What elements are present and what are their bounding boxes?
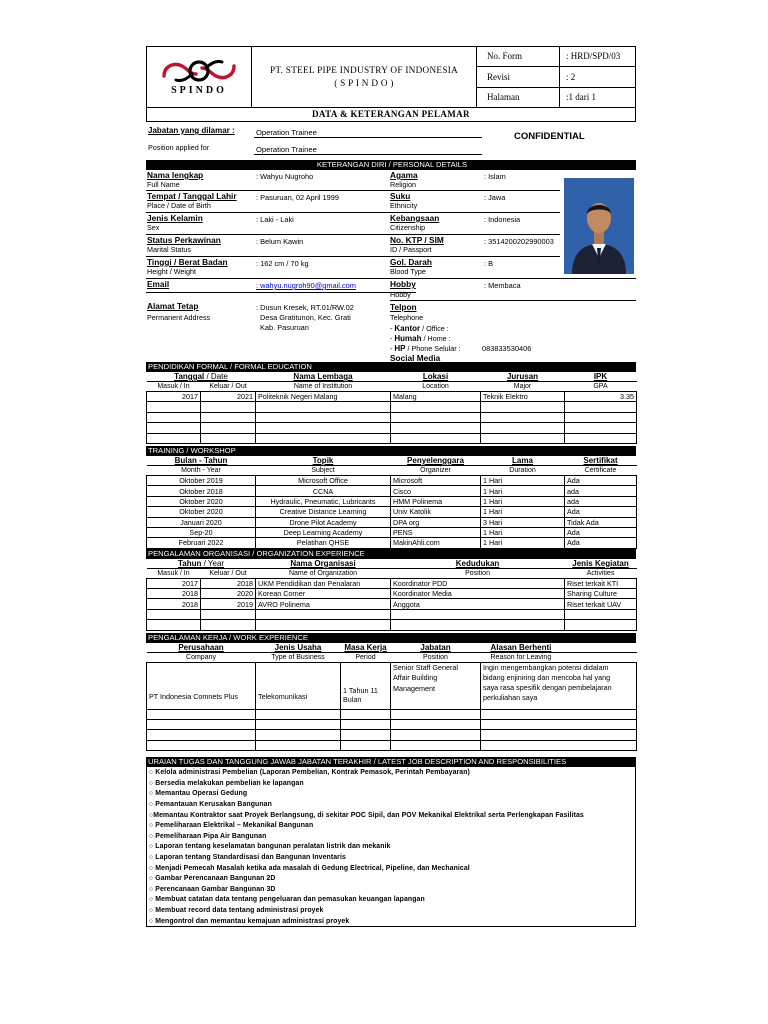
social-media-label: Social Media	[390, 353, 441, 363]
sub-gpa: GPA	[593, 383, 608, 390]
mobile-value: 083833530406	[482, 344, 532, 353]
table-row	[147, 486, 637, 496]
cell: ada	[565, 496, 637, 506]
list-item: ○ Membuat catatan data tentang pengeluaran dan pemasukan keuangan lapangan	[149, 896, 425, 904]
address-line-2: Desa Gratitunon, Kec. Grati	[260, 313, 351, 322]
blood-value: : B	[484, 259, 494, 268]
cell: 2017	[147, 392, 201, 402]
cell: Februari 2022	[147, 538, 256, 548]
field-label: Gol. Darah	[390, 257, 432, 267]
form-meta	[477, 47, 635, 107]
cell: Creative Distance Learning	[256, 507, 391, 517]
list-item: ○ Pemeliharaan Pipa Air Bangunan	[149, 832, 267, 840]
sub-position: Position	[465, 569, 490, 577]
meta-row	[477, 47, 635, 67]
company-line-2: ( S P I N D O )	[334, 78, 394, 88]
header-date: Tanggal / Date	[147, 372, 256, 382]
field-label: Telpon	[390, 302, 417, 312]
cell: PT Indonesia Comnets Plus	[147, 662, 256, 709]
table-row	[147, 412, 637, 422]
field-label: Status Perkawinan	[147, 235, 221, 245]
position-sublabel: Position applied for	[148, 143, 210, 152]
field-sublabel: Hobby	[390, 290, 411, 299]
application-form	[146, 46, 636, 927]
cell: Politeknik Negeri Malang	[256, 392, 391, 402]
list-item: ○ Bersedia melakukan pembelian ke lapangan	[149, 779, 304, 787]
field-sublabel: Permanent Address	[147, 313, 211, 322]
cell: Ada	[565, 507, 637, 517]
company-logo	[147, 47, 252, 107]
meta-value: :1 dari 1	[566, 91, 596, 102]
header-activities: Jenis Kegiatan	[565, 559, 637, 569]
ethnicity-value: : Jawa	[484, 193, 506, 202]
list-item: ○Memantau Kontraktor saat Proyek Berlangsung, di sekitar POC Sipil, dan POV Mekanikal Elektrikal serta Perlengkapan Fasilitas	[149, 811, 584, 819]
citizenship-value: : Indonesia	[484, 215, 521, 224]
list-item: ○ Pemeliharaan Elektrikal – Mekanikal Bangunan	[149, 822, 314, 830]
education-table	[146, 372, 637, 444]
sub-major: Major	[513, 383, 532, 390]
cell: 2018	[147, 589, 201, 599]
header-organization: Nama Organisasi	[256, 559, 391, 569]
field-sublabel: Citizenship	[390, 223, 426, 232]
marital-value: : Belum Kawin	[256, 237, 304, 246]
cell: 2018	[147, 599, 201, 609]
organization-bar: PENGALAMAN ORGANISASI / ORGANIZATION EXPERIENCE	[146, 549, 636, 559]
sub-activities: Activities	[586, 569, 615, 577]
list-item: ○ Kelola administrasi Pembelian (Laporan Pembelian, Kontrak Pemasok, Perintah Pembayaran)	[149, 769, 470, 777]
education-bar: PENDIDIKAN FORMAL / FORMAL EDUCATION	[146, 362, 636, 372]
meta-value: : 2	[566, 71, 576, 82]
cell: Oktober 2018	[147, 486, 256, 496]
divider	[146, 292, 416, 293]
cell: 2019	[201, 599, 256, 609]
field-label: Nama lengkap	[147, 170, 204, 180]
cell: 2021	[201, 392, 256, 402]
header-business: Jenis Usaha	[256, 643, 341, 653]
cell: HMM Polinema	[391, 496, 481, 506]
meta-key: Revisi	[477, 67, 560, 86]
meta-key: Halaman	[477, 88, 560, 107]
list-item: ○ Memantau Operasi Gedung	[149, 790, 248, 798]
field-label: Jenis Kelamin	[147, 213, 203, 223]
personal-details	[146, 170, 636, 362]
cell: Tidak Ada	[565, 517, 637, 527]
header-in: Masuk / In	[157, 383, 190, 390]
personal-details-bar: KETERANGAN DIRI / PERSONAL DETAILS	[146, 160, 636, 170]
cell: Telekomunikasi	[256, 662, 341, 709]
applicant-photo	[564, 178, 634, 274]
sub-institution: Name of Institution	[293, 383, 353, 390]
cell: Microsoft Office	[256, 475, 391, 485]
cell: Januari 2020	[147, 517, 256, 527]
sub-organizer: Organizer	[420, 466, 451, 474]
cell: Koordinator Media	[391, 589, 565, 599]
table-row	[147, 527, 637, 537]
cell: Oktober 2019	[147, 475, 256, 485]
header-in: Masuk / In	[157, 569, 190, 577]
field-label: Suku	[390, 191, 411, 201]
cell: Univ Katolik	[391, 507, 481, 517]
position-section	[146, 122, 636, 160]
header-out: Keluar / Out	[209, 383, 247, 390]
cell: Riset terkait KTI	[565, 578, 637, 588]
list-item: ○ Perencanaan Gambar Bangunan 3D	[149, 885, 276, 893]
birth-value: : Pasuruan, 02 April 1999	[256, 193, 339, 202]
email-value[interactable]	[256, 282, 356, 291]
header-certificate: Sertifikat	[565, 456, 637, 466]
meta-key: No. Form	[477, 47, 560, 66]
sub-duration: Duration	[509, 466, 536, 474]
header-position: Jabatan	[391, 643, 481, 653]
cell: Senior Staff General Affair Building Management	[391, 662, 481, 709]
header-period: Masa Kerja	[341, 643, 391, 653]
cell: Teknik Elektro	[481, 392, 565, 402]
cell: Anggota	[391, 599, 565, 609]
cell: Ingin mengembangkan potensi didalam bidang enjiniring dan mencoba hal yang saya rasa spesifik dengan pembelajaran perkuliahan saya	[481, 662, 637, 709]
cell: 1 Hari	[481, 475, 565, 485]
field-sublabel: Sex	[147, 223, 160, 232]
field-sublabel: Marital Status	[147, 245, 191, 254]
table-row	[147, 475, 637, 485]
cell: Ada	[565, 538, 637, 548]
field-label: Email	[147, 279, 170, 289]
list-item: ○ Laporan tentang keselamatan bangunan peralatan listrik dan mekanik	[149, 843, 391, 851]
cell: Hydraulic, Pneumatic, Lubricants	[256, 496, 391, 506]
field-label: No. KTP / SIM	[390, 235, 444, 245]
table-row	[147, 402, 637, 412]
cell: Pelatihan QHSE	[256, 538, 391, 548]
meta-row	[477, 67, 635, 87]
email-link[interactable]: : wahyu.nugroh90@gmail.com	[256, 281, 356, 290]
cell: Oktober 2020	[147, 496, 256, 506]
address-line-3: Kab. Pasuruan	[260, 323, 309, 332]
list-item: ○ Pemantauan Kerusakan Bangunan	[149, 800, 272, 808]
table-row	[147, 599, 637, 609]
cell: Drone Pilot Academy	[256, 517, 391, 527]
full-name-value: : Wahyu Nugroho	[256, 172, 314, 181]
phone-mobile: - HP / Phone Selular :	[390, 344, 461, 353]
address-line-1: : Dusun Kresek, RT.01/RW.02	[256, 303, 354, 312]
divider	[146, 278, 416, 279]
cell: ada	[565, 486, 637, 496]
header-organizer: Penyelenggara	[391, 456, 481, 466]
list-item: ○ Laporan tentang Standardisasi dan Bangunan Inventaris	[149, 853, 346, 861]
cell: 2020	[201, 589, 256, 599]
duties-list	[146, 767, 636, 927]
header-location: Lokasi	[391, 372, 481, 382]
hobby-value: : Membaca	[484, 281, 521, 290]
position-label: Jabatan yang dilamar :	[148, 126, 235, 135]
cell: Sharing Culture	[565, 589, 637, 599]
meta-value: : HRD/SPD/03	[566, 51, 621, 62]
table-row	[147, 538, 637, 548]
field-label: Hobby	[390, 279, 416, 289]
organization-table	[146, 559, 637, 631]
cell: 1 Hari	[481, 507, 565, 517]
table-row	[147, 709, 637, 719]
field-label: Agama	[390, 170, 418, 180]
header-year: Tahun / Year	[147, 559, 256, 569]
table-row	[147, 720, 637, 730]
field-sublabel: Telephone	[390, 313, 424, 322]
sub-subject: Subject	[311, 466, 335, 474]
field-label: Alamat Tetap	[147, 301, 199, 311]
header-institution: Nama Lembaga	[256, 372, 391, 382]
cell: DPA org	[391, 517, 481, 527]
cell: Korean Corner	[256, 589, 391, 599]
phone-office: - Kantor / Office :	[390, 324, 449, 333]
position-value-1: Operation Trainee	[254, 128, 482, 138]
cell: 1 Hari	[481, 538, 565, 548]
sub-organization: Name of Organization	[288, 569, 358, 577]
header-duration: Lama	[481, 456, 565, 466]
cell: Riset terkait UAV	[565, 599, 637, 609]
sex-value: : Laki - Laki	[256, 215, 294, 224]
divider	[390, 278, 636, 279]
cell: 1 Hari	[481, 496, 565, 506]
field-label: Tempat / Tanggal Lahir	[147, 191, 237, 201]
table-row	[147, 620, 637, 630]
table-row	[147, 392, 637, 402]
cell: MakinAhli.com	[391, 538, 481, 548]
cell: Microsoft	[391, 475, 481, 485]
religion-value: : Islam	[484, 172, 506, 181]
phone-home: - Humah / Home :	[390, 334, 451, 343]
list-item: ○ Mengontrol dan memantau kemajuan administrasi proyek	[149, 917, 350, 925]
header-company: Perusahaan	[147, 643, 256, 653]
table-row	[147, 517, 637, 527]
header-major: Jurusan	[481, 372, 565, 382]
divider	[390, 190, 560, 191]
field-sublabel: Blood Type	[390, 267, 426, 276]
confidential-label: CONFIDENTIAL	[514, 131, 585, 142]
training-bar: TRAINING / WORKSHOP	[146, 446, 636, 456]
field-sublabel: ID / Passport	[390, 245, 432, 254]
table-row	[147, 730, 637, 740]
table-row	[147, 496, 637, 506]
table-row	[147, 662, 637, 709]
table-row	[147, 609, 637, 619]
sub-certificate: Certificate	[584, 466, 617, 474]
list-item: ○ Gambar Perencanaan Bangunan 2D	[149, 875, 276, 883]
cell: 3.35	[565, 392, 637, 402]
cell: PENS	[391, 527, 481, 537]
sub-month-year: Month - Year	[181, 466, 221, 474]
document-title: DATA & KETERANGAN PELAMAR	[146, 108, 636, 122]
list-item: ○ Menjadi Pemecah Masalah ketika ada masalah di Gedung Electrical, Pipeline, dan Mechanical	[149, 864, 470, 872]
table-row	[147, 507, 637, 517]
table-row	[147, 423, 637, 433]
cell: 1 Hari	[481, 527, 565, 537]
training-table	[146, 456, 637, 549]
position-value-2: Operation Trainee	[254, 145, 482, 155]
header-position: Kedudukan	[391, 559, 565, 569]
cell: Sep-20	[147, 527, 256, 537]
header-subject: Topik	[256, 456, 391, 466]
header-out: Keluar / Out	[209, 569, 247, 577]
height-weight-value: : 162 cm / 70 kg	[256, 259, 309, 268]
cell: 2017	[147, 578, 201, 588]
sub-period: Period	[355, 653, 376, 661]
cell: Ada	[565, 475, 637, 485]
work-table	[146, 643, 637, 752]
company-line-1: PT. STEEL PIPE INDUSTRY OF INDONESIA	[269, 64, 459, 75]
cell: 3 Hari	[481, 517, 565, 527]
header-month-year: Bulan - Tahun	[147, 456, 256, 466]
spindo-logo-icon	[160, 58, 238, 84]
cell: 1 Hari	[481, 486, 565, 496]
field-sublabel: Ethnicity	[390, 201, 418, 210]
cell: 2018	[201, 578, 256, 588]
person-photo-icon	[564, 178, 634, 274]
cell: Malang	[391, 392, 481, 402]
sub-location: Location	[422, 383, 449, 390]
id-value: : 3514200202990003	[484, 237, 554, 246]
cell: UKM Pendidikan dan Penalaran	[256, 578, 391, 588]
field-label: Tinggi / Berat Badan	[147, 257, 228, 267]
cell: 1 Tahun 11 Bulan	[341, 662, 391, 709]
cell: Koordinator PDD	[391, 578, 565, 588]
header-reason: Alasan Berhenti	[481, 643, 637, 653]
sub-company: Company	[186, 653, 216, 661]
field-sublabel: Religion	[390, 180, 416, 189]
cell: CCNA	[256, 486, 391, 496]
cell: Cisco	[391, 486, 481, 496]
cell: AVRO Polinema	[256, 599, 391, 609]
list-item: ○ Membuat record data tentang administrasi proyek	[149, 906, 324, 914]
logo-text: SPINDO	[171, 84, 227, 96]
sub-position: Position	[423, 653, 448, 661]
field-sublabel: Full Name	[147, 180, 180, 189]
cell: Deep Learning Academy	[256, 527, 391, 537]
meta-row	[477, 88, 635, 107]
form-header	[146, 46, 636, 108]
field-sublabel: Height / Weight	[147, 267, 197, 276]
field-sublabel: Place / Date of Birth	[147, 201, 211, 210]
header-gpa: IPK	[565, 372, 637, 382]
sub-business: Type of Business	[271, 653, 325, 661]
field-label: Kebangsaan	[390, 213, 440, 223]
work-bar: PENGALAMAN KERJA / WORK EXPERIENCE	[146, 633, 636, 643]
cell: Ada	[565, 527, 637, 537]
table-row	[147, 589, 637, 599]
divider	[390, 300, 636, 301]
table-row	[147, 578, 637, 588]
duties-bar: URAIAN TUGAS DAN TANGGUNG JAWAB JABATAN TERAKHIR / LATEST JOB DESCRIPTION AND RESPONSIBILITIES	[146, 757, 636, 767]
cell: Oktober 2020	[147, 507, 256, 517]
table-row	[147, 433, 637, 443]
company-name	[252, 47, 477, 107]
table-row	[147, 740, 637, 750]
sub-reason: Reason for Leaving	[490, 653, 552, 661]
